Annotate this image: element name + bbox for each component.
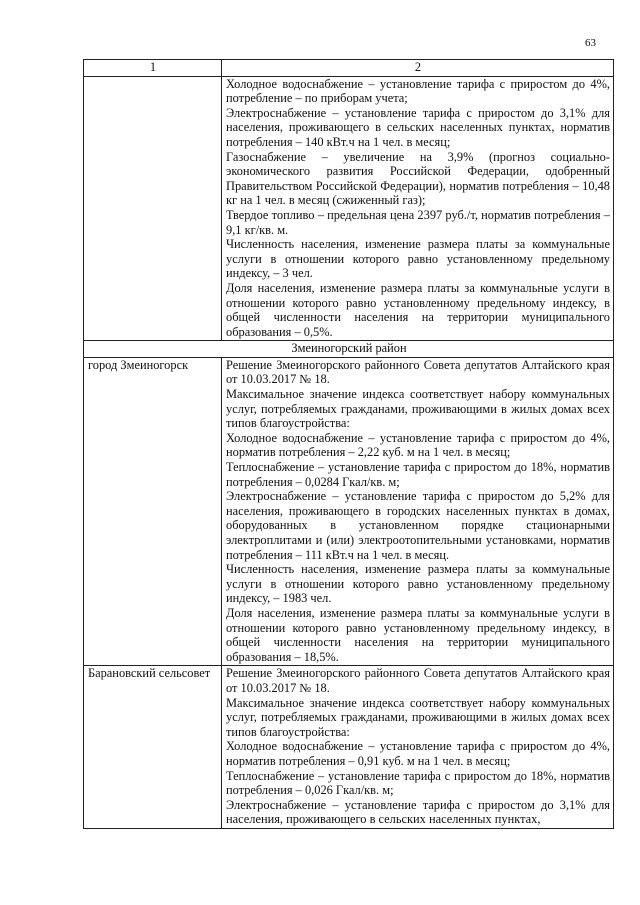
paragraph: Максимальное значение индекса соответствует набору коммунальных услуг, потребляемых гражданами, проживающими в жилых домах всех типов благоустройства: [226, 387, 610, 431]
description-cell [222, 357, 614, 665]
paragraph: Максимальное значение индекса соответствует набору коммунальных услуг, потребляемых гражданами, проживающими в жилых домах всех типов благоустройства: [226, 695, 610, 739]
table-row-continued [84, 76, 614, 341]
paragraph: Холодное водоснабжение – установление тарифа с приростом до 4%, норматив потребления – 0,91 куб. м на 1 чел. в месяц; [226, 739, 610, 768]
paragraph: Численность населения, изменение размера платы за коммунальные услуги в отношении которого равно установленному предельному индексу, – 3 чел. [226, 237, 610, 281]
municipality-name: Барановский сельсовет [84, 666, 222, 829]
municipality-name: город Змеиногорск [84, 357, 222, 665]
paragraph: Газоснабжение – увеличение на 3,9% (прогноз социально-экономического развития Российской Федерации, одобренный Правительством Российской Федерации), норматив потребления – 10,48 кг на 1 чел. в месяц (сжиженный газ); [226, 149, 610, 208]
description-cell [222, 666, 614, 829]
paragraph: Доля населения, изменение размера платы за коммунальные услуги в отношении которого равно установленному предельному индексу, в общей численности населения на территории муниципального образования – 18,5%. [226, 605, 610, 664]
paragraph: Решение Змеиногорского районного Совета депутатов Алтайского края от 10.03.2017 № 18. [226, 357, 610, 387]
municipality-cell-empty [84, 76, 222, 341]
section-header-row [84, 341, 614, 358]
section-title: Змеиногорский район [84, 341, 614, 358]
paragraph: Холодное водоснабжение – установление тарифа с приростом до 4%, норматив потребления – 2,22 куб. м на 1 чел. в месяц; [226, 430, 610, 460]
paragraph: Теплоснабжение – установление тарифа с приростом до 18%, норматив потребления – 0,0284 Гкал/кв. м; [226, 460, 610, 489]
paragraph: Теплоснабжение – установление тарифа с приростом до 18%, норматив потребления – 0,026 Гкал/кв. м; [226, 768, 610, 798]
table-row [84, 666, 614, 829]
column-1-header: 1 [84, 60, 222, 77]
table-header-row [84, 60, 614, 77]
paragraph: Электроснабжение – установление тарифа с приростом до 5,2% для населения, проживающего в городских населенных пунктах в домах, оборудованных в установленном порядке стационарными электроплитами и (или) электроотопительными установками, норматив потребления – 111 кВт.ч на 1 чел. в месяц. [226, 489, 610, 562]
paragraph: Электроснабжение – установление тарифа с приростом до 3,1% для населения, проживающего в сельских населенных пунктах, норматив потребления – 140 кВт.ч на 1 чел. в месяц; [226, 105, 610, 149]
paragraph: Решение Змеиногорского районного Совета депутатов Алтайского края от 10.03.2017 № 18. [226, 666, 610, 695]
table-row [84, 357, 614, 665]
tariff-table [83, 59, 614, 829]
description-cell [222, 76, 614, 341]
column-2-header: 2 [222, 60, 614, 77]
paragraph: Электроснабжение – установление тарифа с приростом до 3,1% для населения, проживающего в сельских населенных пунктах, [226, 797, 610, 827]
paragraph: Численность населения, изменение размера платы за коммунальные услуги в отношении которого равно установленному предельному индексу, – 1983 чел. [226, 562, 610, 606]
page-number: 63 [585, 37, 596, 49]
paragraph: Доля населения, изменение размера платы за коммунальные услуги в отношении которого равно установленному предельному индексу, в общей численности населения на территории муниципального образования – 0,5%. [226, 280, 610, 339]
paragraph: Твердое топливо – предельная цена 2397 руб./т, норматив потребления – 9,1 кг/кв. м. [226, 207, 610, 237]
paragraph: Холодное водоснабжение – установление тарифа с приростом до 4%, потребление – по приборам учета; [226, 76, 610, 106]
